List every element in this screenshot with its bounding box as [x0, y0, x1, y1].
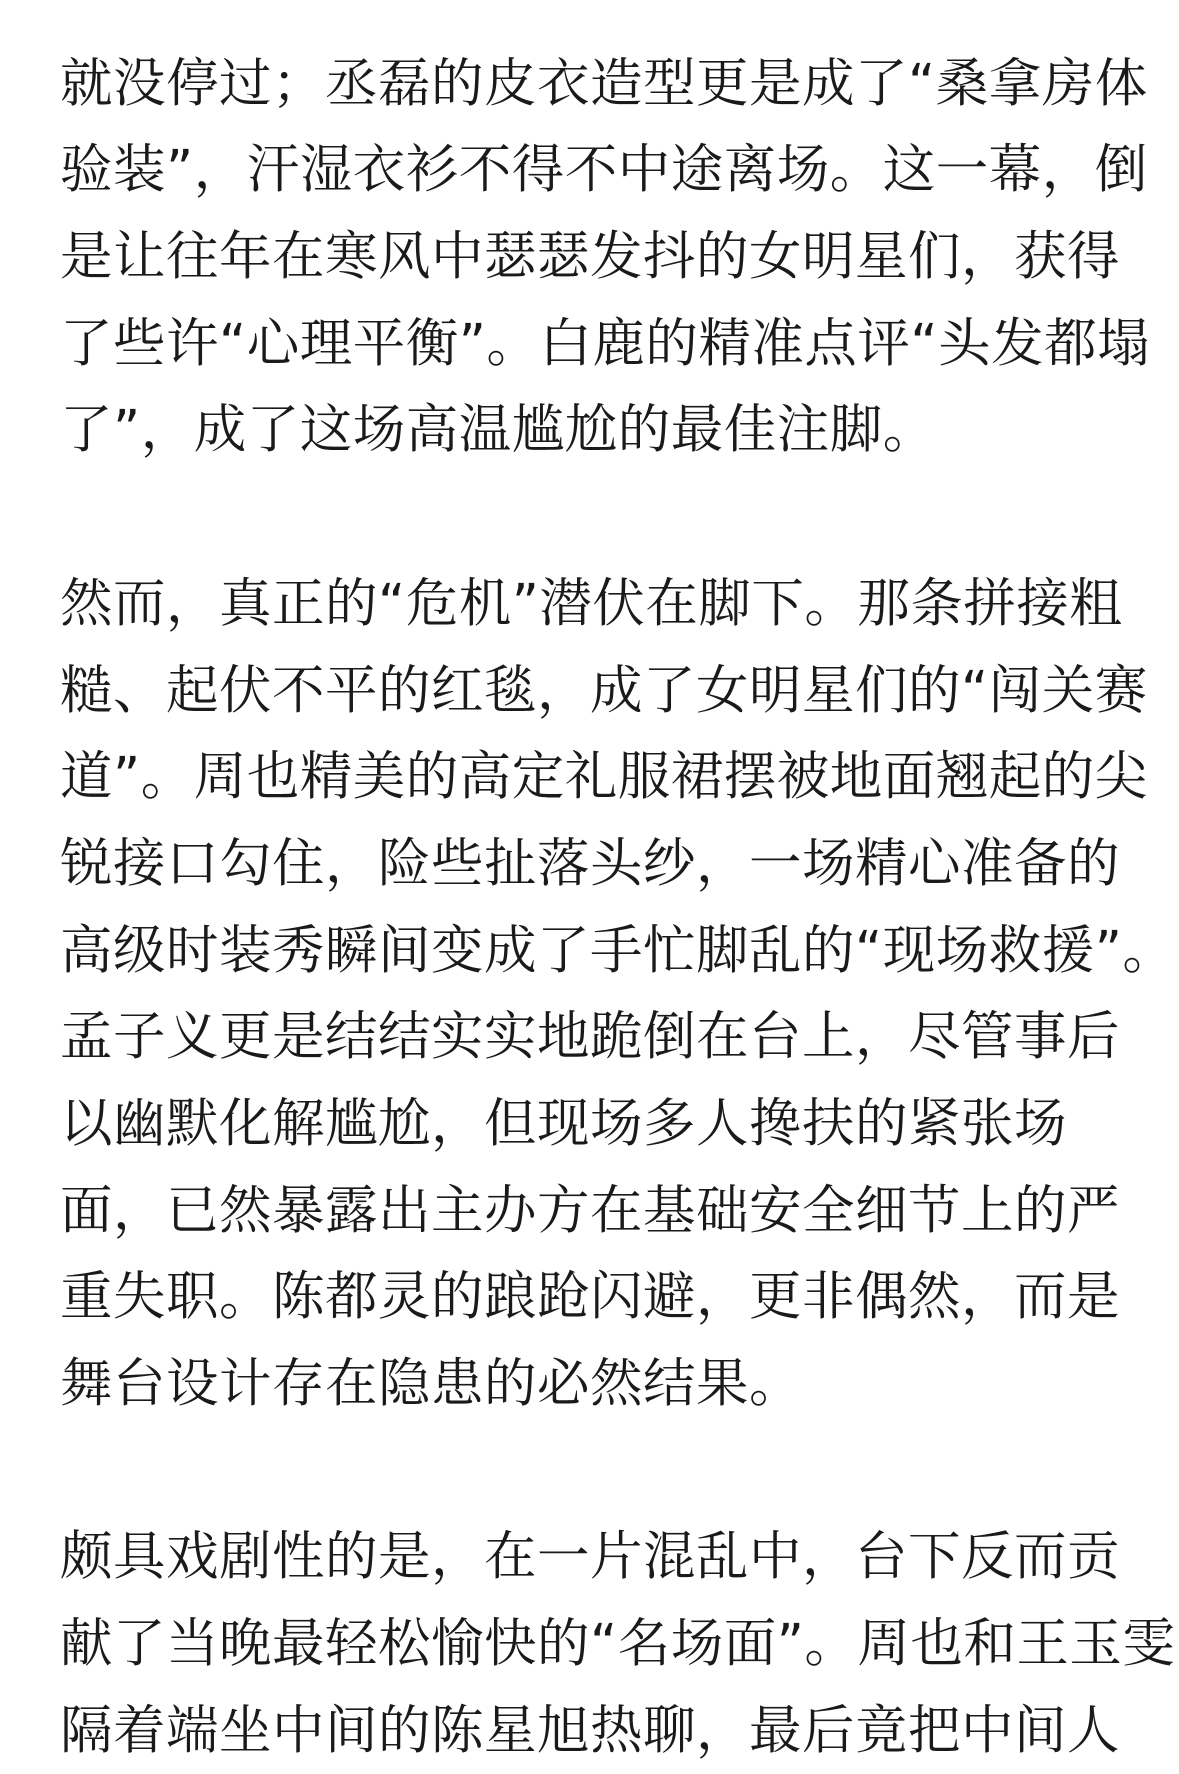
- paragraph-audience: [60, 1514, 1176, 1774]
- text-line: 然而，真正的“危机”潜伏在脚下。那条拼接粗: [60, 572, 1123, 634]
- text-line: 以幽默化解尴尬，但现场多人搀扶的紧张场: [60, 1092, 1068, 1154]
- text-line: 舞台设计存在隐患的必然结果。: [60, 1353, 803, 1414]
- text-line: 了些许“心理平衡”。白鹿的精准点评“头发都塌: [60, 312, 1151, 374]
- paragraph-heat: [60, 0, 1151, 474]
- text-line: 锐接口勾住，险些扯落头纱，一场精心准备的: [60, 832, 1121, 894]
- text-line: 隔着端坐中间的陈星旭热聊，最后竟把中间人: [60, 1699, 1121, 1761]
- text-line: 了”，成了这场高温尴尬的最佳注脚。: [60, 399, 936, 461]
- text-line: [60, 0, 1122, 41]
- text-line: 面，已然暴露出主办方在基础安全细节上的严: [60, 1179, 1121, 1241]
- text-line: 献了当晚最轻松愉快的“名场面”。周也和王玉雯: [60, 1613, 1176, 1675]
- text-line: 孟子义更是结结实实地跪倒在台上，尽管事后: [60, 1006, 1121, 1068]
- text-line: 重失职。陈都灵的踉跄闪避，更非偶然，而是: [60, 1266, 1121, 1328]
- article-body: [60, 0, 1176, 1774]
- text-line: 高级时装秀瞬间变成了手忙脚乱的“现场救援”。: [60, 919, 1176, 981]
- text-line: 就没停过；丞磊的皮衣造型更是成了“桑拿房体: [60, 52, 1148, 114]
- text-line: 验装”，汗湿衣衫不得不中途离场。这一幕，倒: [60, 139, 1148, 201]
- text-line: 是让往年在寒风中瑟瑟发抖的女明星们，获得: [60, 226, 1121, 288]
- text-line: 糙、起伏不平的红毯，成了女明星们的“闯关赛: [60, 659, 1148, 721]
- text-line: 道”。周也精美的高定礼服裙摆被地面翘起的尖: [60, 746, 1148, 808]
- text-line: 颇具戏剧性的是，在一片混乱中，台下反而贡: [60, 1526, 1121, 1588]
- paragraph-red-carpet: [60, 561, 1176, 1428]
